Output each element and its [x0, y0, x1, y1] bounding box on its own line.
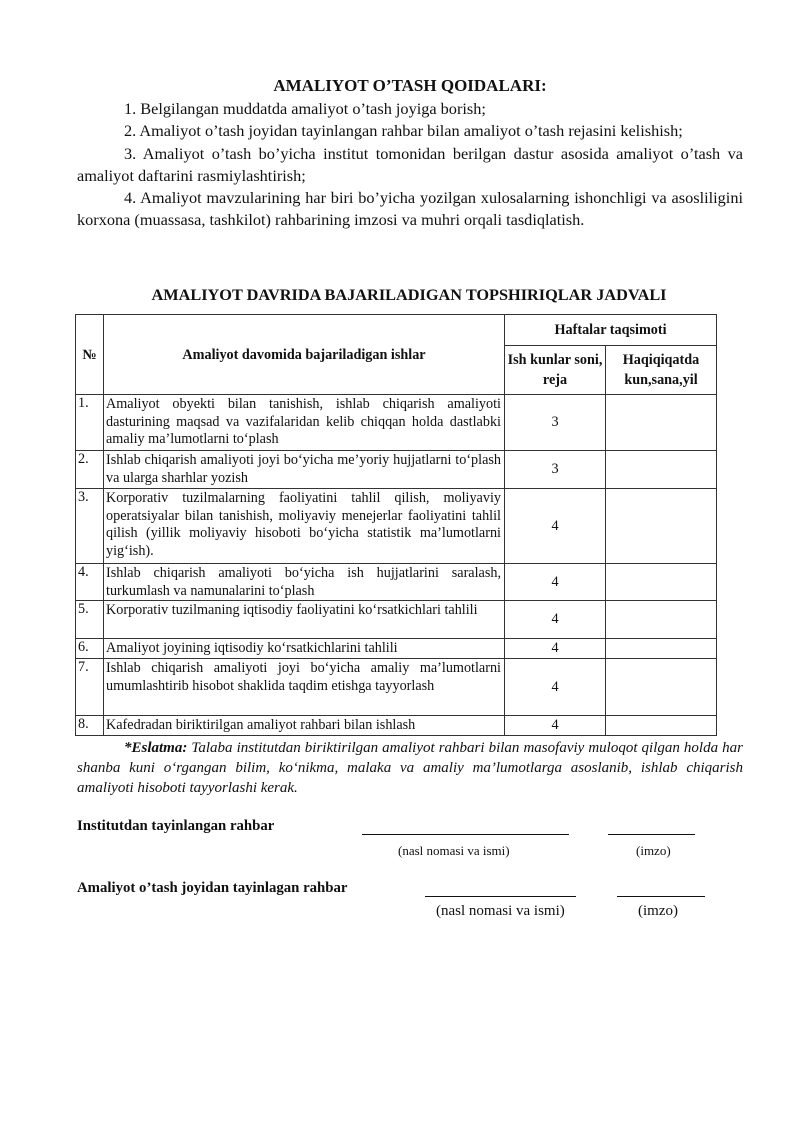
header-num: № — [76, 315, 104, 395]
row-num: 1. — [76, 395, 104, 451]
row-actual — [606, 639, 717, 659]
row-days: 3 — [505, 395, 606, 451]
institute-supervisor-label: Institutdan tayinlangan rahbar — [77, 818, 275, 834]
institute-name-line[interactable] — [362, 834, 569, 835]
row-num: 5. — [76, 601, 104, 639]
row-task: Ishlab chiqarish amaliyoti bo‘yicha ish hujjatlarini saralash, turkumlash va namunalarini to‘plash — [104, 564, 505, 601]
site-sign-line[interactable] — [617, 896, 705, 897]
table-row — [76, 451, 717, 489]
table-row — [76, 639, 717, 659]
row-days: 4 — [505, 564, 606, 601]
row-days: 4 — [505, 639, 606, 659]
note-text: Talaba institutdan biriktirilgan amaliyot rahbari bilan masofaviy muloqot qilgan holda har shanba kuni o‘rgangan bilim, ko‘nikma, malaka va amaliy ma’lumotlarga asoslanib, ishlab chiqarish amaliyoti hisoboti tayyorlashi kerak. — [77, 740, 743, 796]
site-name-line[interactable] — [425, 896, 576, 897]
row-days: 4 — [505, 601, 606, 639]
institute-name-caption: (nasl nomasi va ismi) — [398, 843, 510, 858]
rule-item-3: 3. Amaliyot o’tash bo’yicha institut tomonidan berilgan dastur asosida amaliyot o’tash va amaliyot daftarini rasmiylashtirish; — [77, 143, 743, 185]
rule-item-4: 4. Amaliyot mavzularining har biri bo’yicha yozilgan xulosalarning ishonchligi va asosliligini korxona (muassasa, tashkilot) rahbarining imzosi va muhri orqali tasdiqlatish. — [77, 188, 743, 230]
table-row — [76, 659, 717, 716]
site-name-caption: (nasl nomasi va ismi) — [436, 903, 565, 919]
row-actual — [606, 659, 717, 716]
table-row — [76, 395, 717, 451]
rules-list — [77, 98, 743, 232]
row-actual — [606, 716, 717, 736]
table-row — [76, 716, 717, 736]
row-task: Korporativ tuzilmalarning faoliyatini tahlil qilish, moliyaviy operatsiyalar bilan tanishish, moliyaviy menejerlar faoliyatini tahlil qilish (yillik moliyaviy hisoboti bo‘yicha statistik ma’lumotlarni yig‘ish). — [104, 489, 505, 564]
row-actual — [606, 489, 717, 564]
note-paragraph — [77, 738, 743, 798]
header-weeks: Haftalar taqsimoti — [505, 315, 717, 346]
table-row — [76, 489, 717, 564]
row-actual — [606, 395, 717, 451]
site-sign-caption: (imzo) — [638, 903, 678, 919]
row-actual — [606, 451, 717, 489]
row-num: 7. — [76, 659, 104, 716]
rule-item-2: 2. Amaliyot o’tash joyidan tayinlangan rahbar bilan amaliyot o’tash rejasini kelishish; — [124, 121, 683, 141]
row-task: Amaliyot joyining iqtisodiy ko‘rsatkichlarini tahlili — [104, 639, 505, 659]
row-days: 4 — [505, 659, 606, 716]
institute-sign-line[interactable] — [608, 834, 695, 835]
table-row — [76, 564, 717, 601]
row-task: Ishlab chiqarish amaliyoti joyi bo‘yicha me’yoriy hujjatlarni to‘plash va ularga sharhlar yozish — [104, 451, 505, 489]
row-days: 4 — [505, 489, 606, 564]
row-actual — [606, 564, 717, 601]
row-num: 6. — [76, 639, 104, 659]
row-num: 8. — [76, 716, 104, 736]
table-row — [76, 601, 717, 639]
row-task: Korporativ tuzilmaning iqtisodiy faoliyatini ko‘rsatkichlari tahlili — [104, 601, 505, 639]
row-days: 4 — [505, 716, 606, 736]
rule-item-1: 1. Belgilangan muddatda amaliyot o’tash joyiga borish; — [124, 99, 486, 118]
row-num: 2. — [76, 451, 104, 489]
site-supervisor-label: Amaliyot o’tash joyidan tayinlagan rahbar — [77, 880, 348, 896]
table-title: AMALIYOT DAVRIDA BAJARILADIGAN TOPSHIRIQLAR JADVALI — [151, 285, 667, 304]
row-num: 3. — [76, 489, 104, 564]
header-planned: Ish kunlar soni, reja — [505, 346, 606, 395]
row-task: Amaliyot obyekti bilan tanishish, ishlab chiqarish amaliyoti dasturining maqsad va vazifalaridan kelib chiqqan holda dastlabki amaliy ma’lumotlarni to‘plash — [104, 395, 505, 451]
tasks-table — [75, 314, 717, 736]
row-actual — [606, 601, 717, 639]
header-actual: Haqiqiqatda kun,sana,yil — [606, 346, 717, 395]
rules-title: AMALIYOT O’TASH QOIDALARI: — [273, 76, 547, 95]
row-days: 3 — [505, 451, 606, 489]
header-task: Amaliyot davomida bajariladigan ishlar — [104, 315, 505, 395]
row-task: Kafedradan biriktirilgan amaliyot rahbari bilan ishlash — [104, 716, 505, 736]
row-task: Ishlab chiqarish amaliyoti joyi bo‘yicha amaliy ma’lumotlarni umumlashtirib hisobot shaklida taqdim etishga tayyorlash — [104, 659, 505, 716]
note-label: *Eslatma: — [124, 740, 188, 756]
institute-sign-caption: (imzo) — [636, 843, 671, 858]
row-num: 4. — [76, 564, 104, 601]
